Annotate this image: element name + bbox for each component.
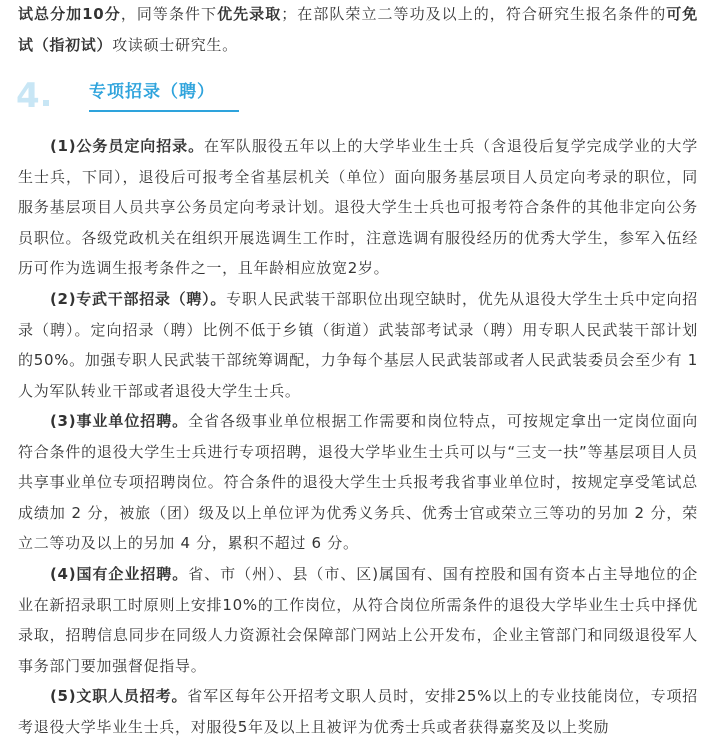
section-title: 专项招录（聘） [89, 82, 215, 102]
item-heading: (5)文职人员招考。 [50, 687, 188, 705]
intro-bold-1: 试总分加10分 [18, 5, 121, 23]
item-heading: (2)专武干部招录（聘）。 [50, 290, 227, 308]
section-number-dot [43, 100, 49, 106]
intro-text-2: ；在部队荣立二等功及以上的，符合研究生报名条件的 [281, 5, 667, 23]
item-civil-servant [18, 131, 698, 284]
item-body: 全省各级事业单位根据工作需要和岗位特点，可按规定拿出一定岗位面向符合条件的退役大学生士兵进行专项招聘，退役大学毕业生士兵可以与“三支一扶”等基层项目人员共享事业单位专项招聘岗位。符合条件的退役大学生士兵报考我省事业单位时，按规定享受笔试总成绩加 2 分，被旅（团）级及以上单位评为优秀义务兵、优秀士官或荣立三等功的另加 2 分，荣立二等功及以上的另加 4 分，累积不超过 6 分。 [18, 412, 698, 553]
section-number: 4 [16, 76, 40, 116]
intro-text-1: ，同等条件下 [120, 5, 218, 23]
item-heading: (3)事业单位招聘。 [50, 412, 189, 430]
item-heading: (4)国有企业招聘。 [50, 565, 189, 583]
item-state-enterprise [18, 559, 698, 681]
item-heading: (1)公务员定向招录。 [50, 137, 205, 155]
item-body: 省军区每年公开招考文职人员时，安排25%以上的专业技能岗位，专项招考退役大学毕业生士兵，对服役5年及以上且被评为优秀士兵或者获得嘉奖及以上奖励 [18, 687, 698, 736]
item-body: 省、市（州）、县（市、区)属国有、国有控股和国有资本占主导地位的企业在新招录职工时原则上安排10%的工作岗位，从符合岗位所需条件的退役大学毕业生士兵中择优录取，招聘信息同步在同级人力资源社会保障部门网站上公开发布，企业主管部门和同级退役军人事务部门要加强督促指导。 [18, 565, 698, 675]
item-body: 专职人民武装干部职位出现空缺时，优先从退役大学生士兵中定向招录（聘）。定向招录（聘）比例不低于乡镇（街道）武装部考试录（聘）用专职人民武装干部计划的50%。加强专职人民武装干部统筹调配，力争每个基层人民武装部或者人民武装委员会至少有 1 人为军队转业干部或者退役大学生士兵。 [18, 290, 698, 400]
intro-paragraph [18, 0, 698, 60]
section-header [16, 76, 276, 122]
item-civilian-staff [18, 681, 698, 742]
intro-text-3: 攻读硕士研究生。 [112, 35, 238, 54]
section-title-underline [89, 110, 239, 112]
intro-bold-2: 优先录取 [217, 5, 282, 23]
intro-bold-3: 可免试（指初试） [18, 5, 698, 54]
item-armed-cadre [18, 284, 698, 406]
item-body: 在军队服役五年以上的大学毕业生士兵（含退役后复学完成学业的大学生士兵，下同），退役后可报考全省基层机关（单位）面向服务基层项目人员定向考录的职位，同服务基层项目人员共享公务员定向考录计划。退役大学生士兵也可报考符合条件的其他非定向公务员职位。各级党政机关在组织开展选调生工作时，注意选调有服役经历的优秀大学生，参军入伍经历可作为选调生报考条件之一，且年龄相应放宽2岁。 [18, 137, 698, 278]
item-public-institution [18, 406, 698, 559]
